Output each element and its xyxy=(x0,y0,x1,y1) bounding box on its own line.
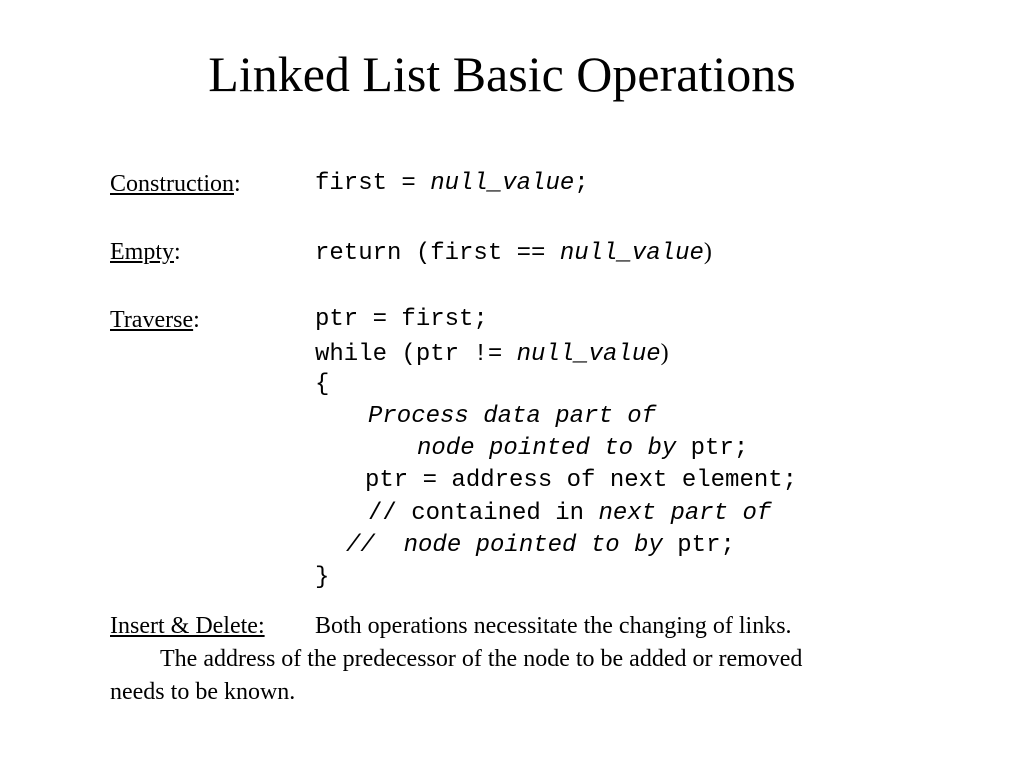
construction-code-b: ; xyxy=(574,170,589,197)
traverse-line-5-italic: node pointed to by xyxy=(417,435,677,462)
traverse-line-2-b: ) xyxy=(660,340,669,366)
traverse-line-2 xyxy=(315,337,669,371)
traverse-line-5 xyxy=(417,433,748,465)
traverse-line-8 xyxy=(346,530,735,562)
traverse-line-7 xyxy=(368,498,771,530)
insert-delete-label xyxy=(110,610,265,642)
traverse-label-text: Traverse xyxy=(110,307,194,333)
empty-label-text: Empty xyxy=(110,239,174,265)
construction-label-text: Construction xyxy=(110,171,234,197)
traverse-line-5-b: ptr; xyxy=(676,435,749,462)
traverse-line-8-italic: node pointed to by xyxy=(403,532,663,559)
traverse-line-6: ptr = address of next element; xyxy=(365,467,798,494)
empty-code xyxy=(315,236,712,270)
page-title: Linked List Basic Operations xyxy=(208,46,796,102)
traverse-line-7-a: // contained in xyxy=(368,500,599,527)
traverse-line-1: ptr = first; xyxy=(315,306,488,333)
traverse-line-2-null: null_value xyxy=(516,341,661,368)
traverse-line-8-a: // xyxy=(346,532,404,559)
empty-colon: : xyxy=(174,239,181,265)
empty-code-a: return (first == xyxy=(315,240,560,267)
traverse-line-2-a: while (ptr != xyxy=(315,341,517,368)
insert-delete-label-text: Insert & Delete: xyxy=(110,613,265,639)
construction-code-a: first = xyxy=(315,170,431,197)
empty-code-b: ) xyxy=(703,239,712,265)
insert-delete-line-2: The address of the predecessor of the node to be added or removed xyxy=(160,646,803,672)
empty-label xyxy=(110,236,181,268)
construction-code-null: null_value xyxy=(430,170,575,197)
traverse-line-4: Process data part of xyxy=(368,403,657,430)
construction-colon: : xyxy=(234,171,241,197)
traverse-label xyxy=(110,304,200,336)
empty-code-null: null_value xyxy=(559,240,704,267)
traverse-line-7-italic: next part of xyxy=(598,500,772,527)
traverse-line-3: { xyxy=(315,371,330,398)
construction-label xyxy=(110,168,241,200)
insert-delete-line-3: needs to be known. xyxy=(110,679,296,705)
traverse-line-8-b: ptr; xyxy=(662,532,735,559)
insert-delete-line-1: Both operations necessitate the changing of links. xyxy=(315,613,792,639)
construction-code xyxy=(315,168,589,200)
traverse-colon: : xyxy=(193,307,200,333)
traverse-line-9: } xyxy=(315,564,330,591)
